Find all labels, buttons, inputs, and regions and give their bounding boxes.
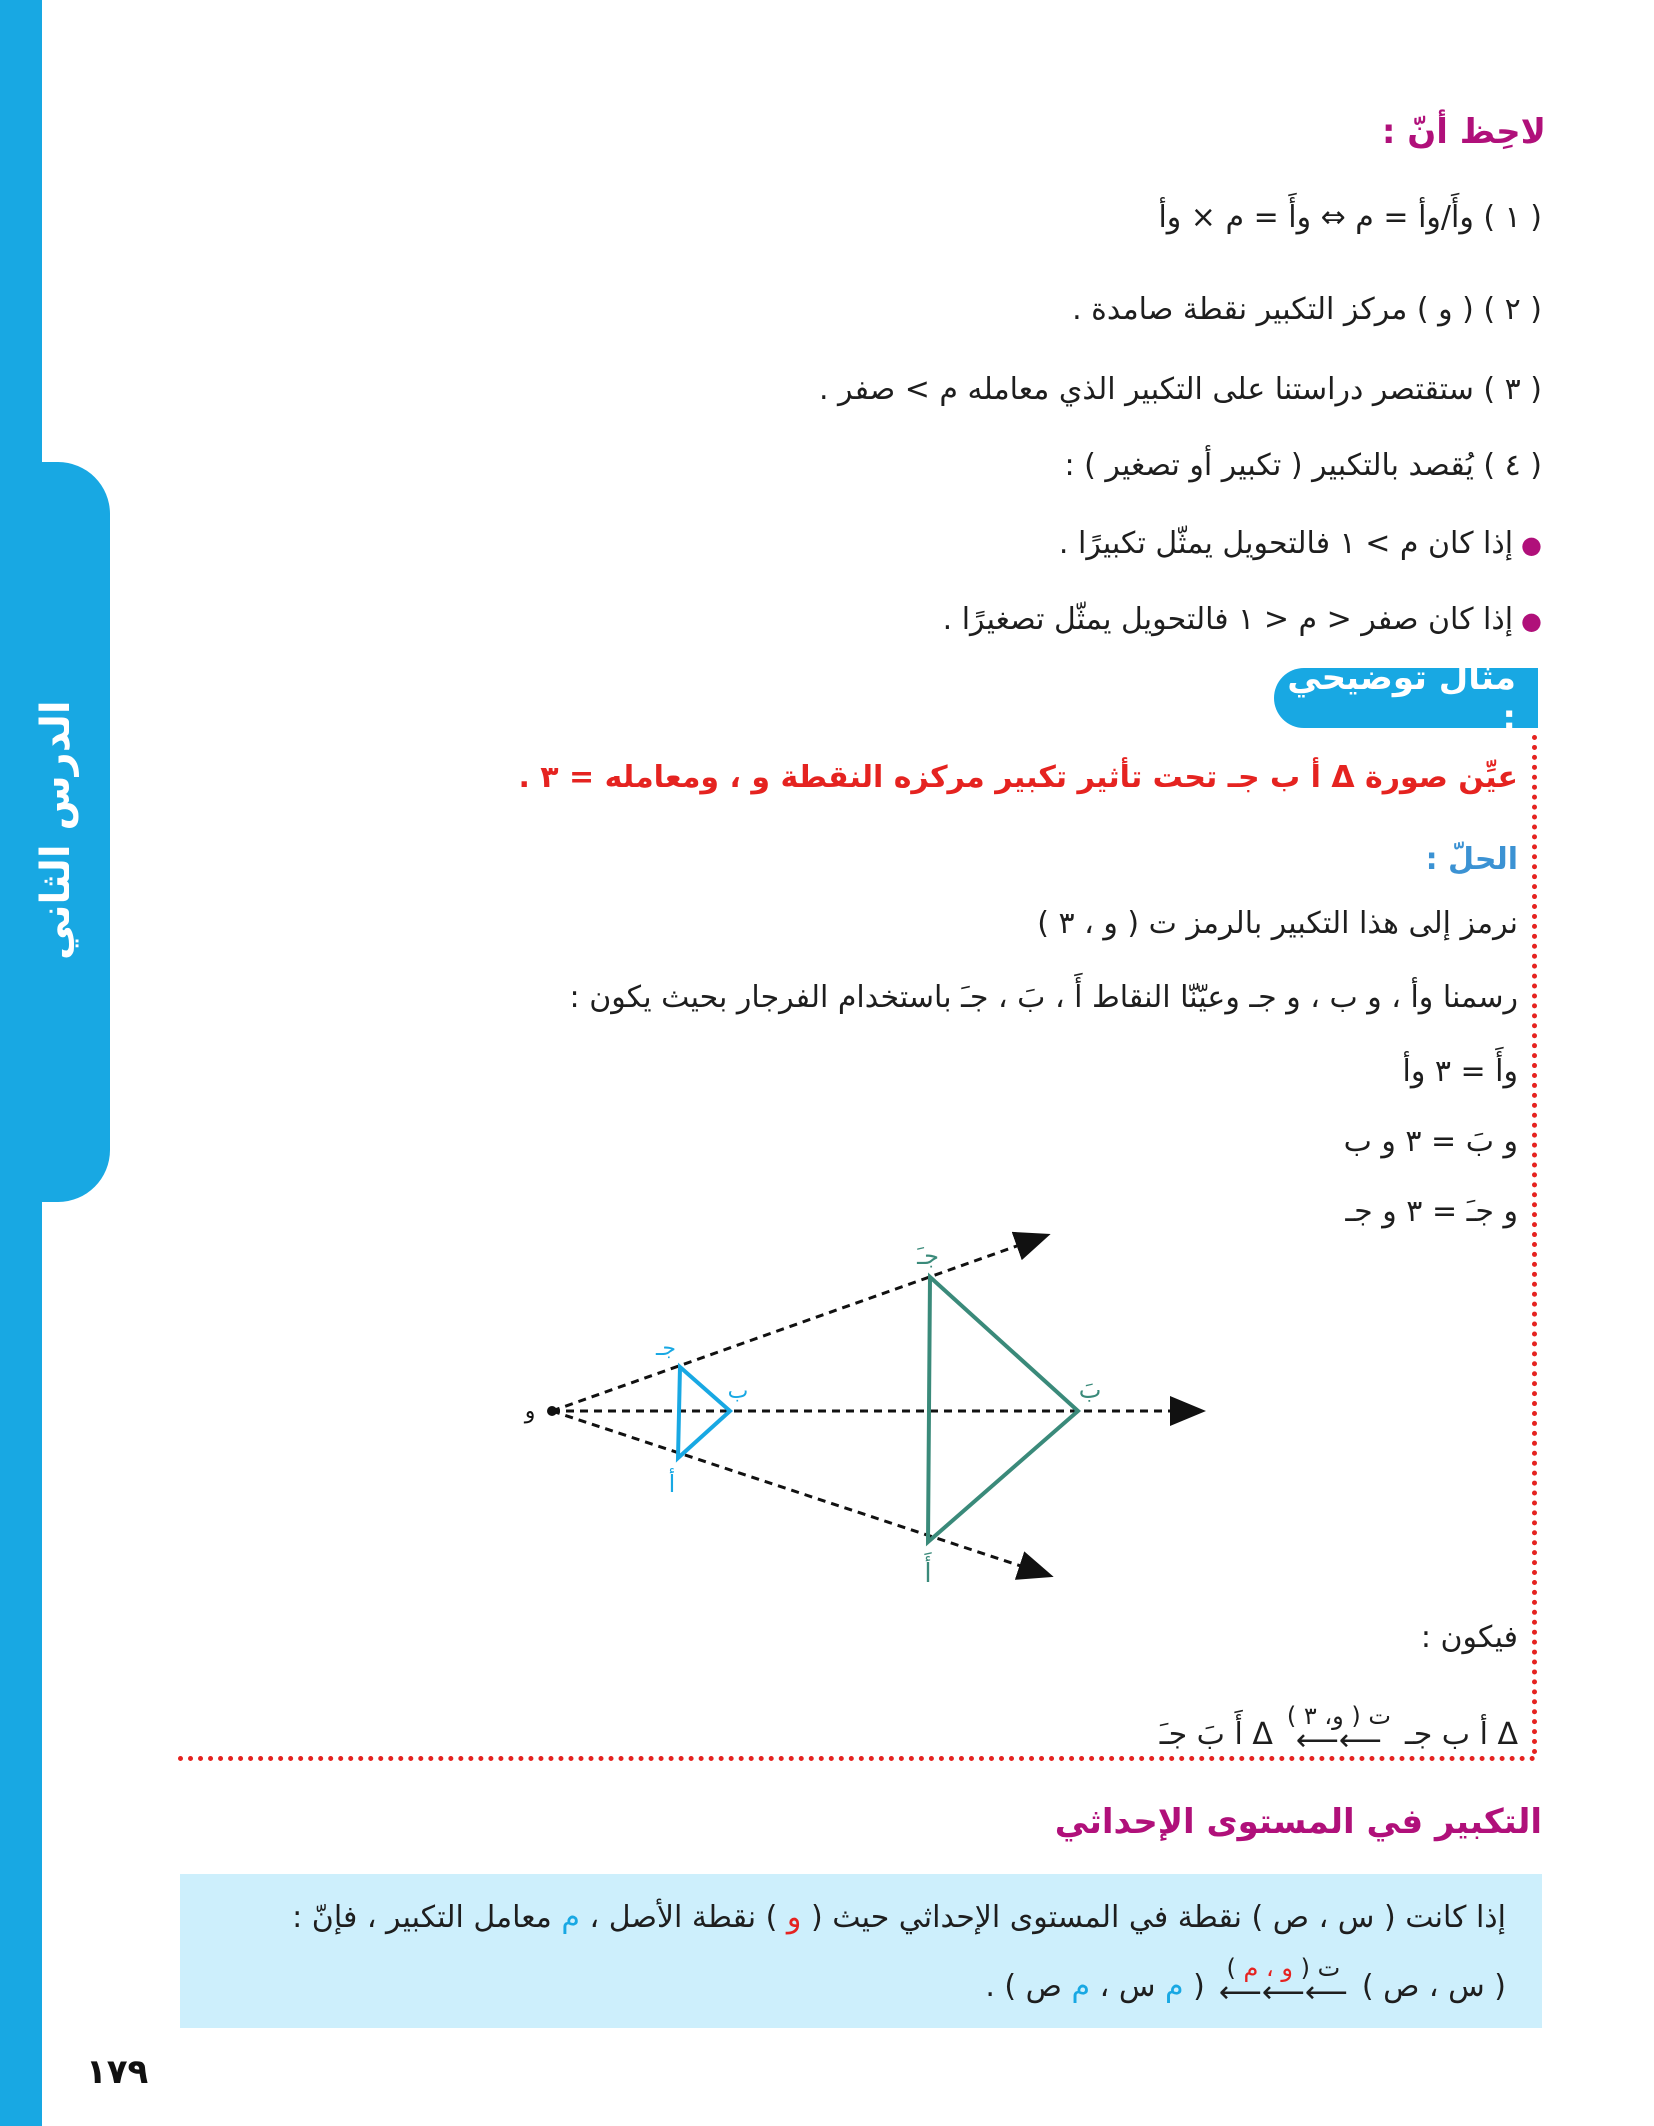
note-item-3: ( ٣ ) ستقتصر دراستنا على التكبير الذي معامله م > صفر . xyxy=(818,372,1542,407)
bullet-icon: ● xyxy=(1521,607,1542,635)
rule-arrow-label: ت ( و ، م ) xyxy=(1226,1954,1341,1982)
solution-line-1: نرمز إلى هذا التكبير بالرمز ت ( و ، ٣ ) xyxy=(1037,906,1518,941)
left-arrow-icon: ⟵⟵ xyxy=(1295,1723,1382,1758)
note-bullet-2: ●إذا كان صفر < م < ١ فالتحويل يمثّل تصغيرًا . xyxy=(942,602,1542,637)
example-question: عيِّن صورة Δ أ ب جـ تحت تأثير تكبير مركزه النقطة و ، ومعامله = ٣ . xyxy=(518,760,1518,795)
rule-origin: و xyxy=(786,1900,802,1935)
label-b-prime: بَ xyxy=(1078,1376,1102,1404)
solution-line-2: رسمنا وأ ، و ب ، و جـ وعيّنّا النقاط أَ ، بَ ، جـَ باستخدام الفرجار بحيث يكون : xyxy=(569,980,1518,1015)
left-arrow-icon: ⟵⟵⟵ xyxy=(1218,1975,1348,2010)
label-o: و xyxy=(524,1399,536,1424)
example-banner: مثال توضيحي : xyxy=(1274,668,1538,728)
label-b: ب xyxy=(727,1379,749,1404)
result-mapping xyxy=(1159,1702,1518,1758)
solution-label: الحلّ : xyxy=(1425,842,1518,877)
result-left: Δ أ ب جـ xyxy=(1404,1717,1518,1752)
note-item-4: ( ٤ ) يُقصد بالتكبير ( تكبير أو تصغير ) : xyxy=(1064,448,1542,483)
bullet-icon: ● xyxy=(1521,531,1542,559)
rule-left: ( س ، ص ) xyxy=(1361,1969,1506,2004)
result-label: فيكون : xyxy=(1420,1620,1518,1655)
page-number: ١٧٩ xyxy=(86,2052,149,2092)
rule-factor: م xyxy=(561,1900,580,1935)
note-item-2: ( ٢ ) ( و ) مركز التكبير نقطة صامدة . xyxy=(1072,292,1542,327)
point-o xyxy=(547,1406,557,1416)
label-c: جـ xyxy=(655,1336,677,1361)
label-a-prime: أَ xyxy=(924,1559,932,1589)
rule-arrow xyxy=(1218,1954,1348,2010)
rule-line-1: إذا كانت ( س ، ص ) نقطة في المستوى الإحداثي حيث ( و ) نقطة الأصل ، م معامل التكبير ، فإنّ : xyxy=(292,1900,1506,1935)
note-item-1: ( ١ ) وأَ/وأ = م ⇔ وأَ = م × وأ xyxy=(1158,200,1542,235)
notes-heading: لاحِظ أنّ : xyxy=(1381,112,1546,152)
lesson-label: الدرس الثاني xyxy=(33,700,79,960)
label-c-prime: جـَ xyxy=(917,1242,939,1270)
rule-line-2 xyxy=(985,1954,1506,2010)
rule-right: ( م س ، م ص ) . xyxy=(985,1969,1205,2004)
ray-oa xyxy=(552,1411,1048,1575)
example-border-right xyxy=(1532,735,1537,1755)
equation-2: و بَ = ٣ و ب xyxy=(1343,1124,1518,1159)
dilation-diagram xyxy=(500,1220,1240,1600)
equation-1: وأَ = ٣ وأ xyxy=(1402,1054,1518,1089)
result-arrow xyxy=(1286,1702,1391,1758)
equation-3: و جـَ = ٣ و جـ xyxy=(1345,1194,1518,1229)
label-a: أ xyxy=(668,1470,676,1498)
result-right: Δ أَ بَ جـَ xyxy=(1159,1717,1273,1752)
section-title: التكبير في المستوى الإحداثي xyxy=(1054,1802,1542,1842)
ray-oc xyxy=(552,1236,1045,1411)
note-bullet-1: ●إذا كان م > ١ فالتحويل يمثّل تكبيرًا . xyxy=(1058,526,1542,561)
result-arrow-label: ت ( و، ٣ ) xyxy=(1286,1702,1391,1730)
